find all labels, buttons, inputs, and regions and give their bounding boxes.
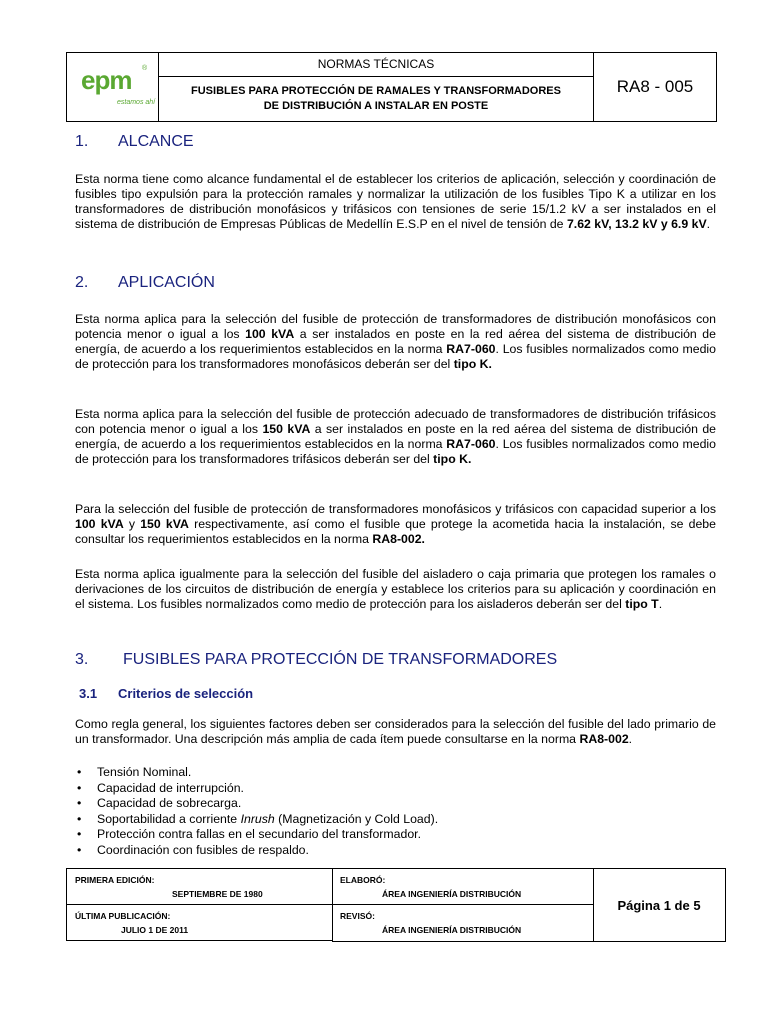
section-number: 3. — [75, 651, 89, 668]
logo-registered-mark: ® — [142, 65, 148, 72]
section-title: FUSIBLES PARA PROTECCIÓN DE TRANSFORMADORES — [123, 651, 558, 668]
section-heading-aplicacion — [75, 274, 215, 292]
criterios-list — [75, 765, 716, 858]
aplicacion-paragraph-2: Esta norma aplica para la selección del fusible de protección adecuado de transformadores de distribución trifásicos con potencia menor o igual a los 150 kVA a ser instalados en poste en la red aérea del sistema de distribución de energía, de acuerdo a los requerimientos establecidos en la norma RA7-060. Los fusibles normalizados como medio de protección para los transformadores trifásicos deberán ser del tipo K. — [75, 407, 716, 466]
logo-tagline: estamos ahí — [117, 99, 156, 106]
footer-reviso: REVISÓ: ÁREA INGENIERÍA DISTRIBUCIÓN — [332, 905, 594, 942]
document-title — [159, 77, 594, 121]
page-number: Página 1 de 5 — [593, 868, 726, 942]
document-code: RA8 - 005 — [616, 77, 694, 96]
list-item: • Soportabilidad a corriente Inrush (Magnetización y Cold Load). — [75, 812, 716, 828]
subsection-title: Criterios de selección — [118, 686, 254, 701]
alcance-paragraph: Esta norma tiene como alcance fundamental el de establecer los criterios de aplicación, selección y coordinación de fusibles tipo expulsión para la protección ramales y normalizar la utilización de los fusibles Tipo K a utilizar en los transformadores de distribución monofásicos y trifásicos con tensiones de serie 15/1.2 kV a ser instalados en el sistema de distribución de Empresas Públicas de Medellín E.S.P en el nivel de tensión de 7.62 kV, 13.2 kV y 6.9 kV. — [75, 172, 716, 231]
list-item: • Coordinación con fusibles de respaldo. — [75, 843, 716, 859]
subsection-heading-criterios — [79, 686, 253, 701]
aplicacion-paragraph-1: Esta norma aplica para la selección del fusible de protección de transformadores de distribución monofásicos con potencia menor o igual a los 100 kVA a ser instalados en poste en la red aérea del sistema de distribución de energía, de acuerdo a los requerimientos establecidos en la norma RA7-060. Los fusibles normalizados como medio de protección para los transformadores monofásicos deberán ser del tipo K. — [75, 312, 716, 371]
section-title: APLICACIÓN — [118, 274, 215, 291]
list-item: • Capacidad de sobrecarga. — [75, 796, 716, 812]
epm-logo: epm — [81, 65, 132, 95]
section-heading-alcance — [75, 133, 194, 151]
section-number: 1. — [75, 133, 89, 150]
section-heading-fusibles — [75, 651, 557, 669]
list-item: • Tensión Nominal. — [75, 765, 716, 781]
subsection-number: 3.1 — [79, 686, 98, 701]
aplicacion-paragraph-4: Esta norma aplica igualmente para la selección del fusible del aisladero o caja primaria que protegen los ramales o derivaciones de los circuitos de distribución de energía y establece los criterios para su aplicación y coordinación en el sistema. Los fusibles normalizados como medio de protección para los aisladeros deberán ser del tipo T. — [75, 567, 716, 611]
footer-elaboro: ELABORÓ: ÁREA INGENIERÍA DISTRIBUCIÓN — [332, 868, 594, 905]
section-number: 2. — [75, 274, 89, 291]
document-title-line2: DE DISTRIBUCIÓN A INSTALAR EN POSTE — [263, 100, 489, 112]
aplicacion-paragraph-3: Para la selección del fusible de protección de transformadores monofásicos y trifásicos con capacidad superior a los 100 kVA y 150 kVA respectivamente, así como el fusible que protege la acometida hacia la instalación, se debe consultar los requerimientos establecidos en la norma RA8-002. — [75, 502, 716, 546]
document-header — [66, 52, 717, 122]
footer-ultima-publicacion: ÚLTIMA PUBLICACIÓN: JULIO 1 DE 2011 — [66, 905, 333, 941]
criterios-paragraph: Como regla general, los siguientes factores deben ser considerados para la selección del fusible del lado primario de un transformador. Una descripción más amplia de cada ítem puede consultarse en la norma RA8-002. — [75, 717, 716, 746]
document-title-line1: FUSIBLES PARA PROTECCIÓN DE RAMALES Y TRANSFORMADORES — [191, 85, 561, 97]
footer-primera-edicion: PRIMERA EDICIÓN: SEPTIEMBRE DE 1980 — [66, 868, 333, 905]
section-title: ALCANCE — [118, 133, 194, 150]
norm-type: NORMAS TÉCNICAS — [159, 53, 594, 77]
list-item: • Capacidad de interrupción. — [75, 781, 716, 797]
document-footer — [66, 868, 726, 942]
logo-cell — [67, 53, 159, 121]
list-item: • Protección contra fallas en el secundario del transformador. — [75, 827, 716, 843]
